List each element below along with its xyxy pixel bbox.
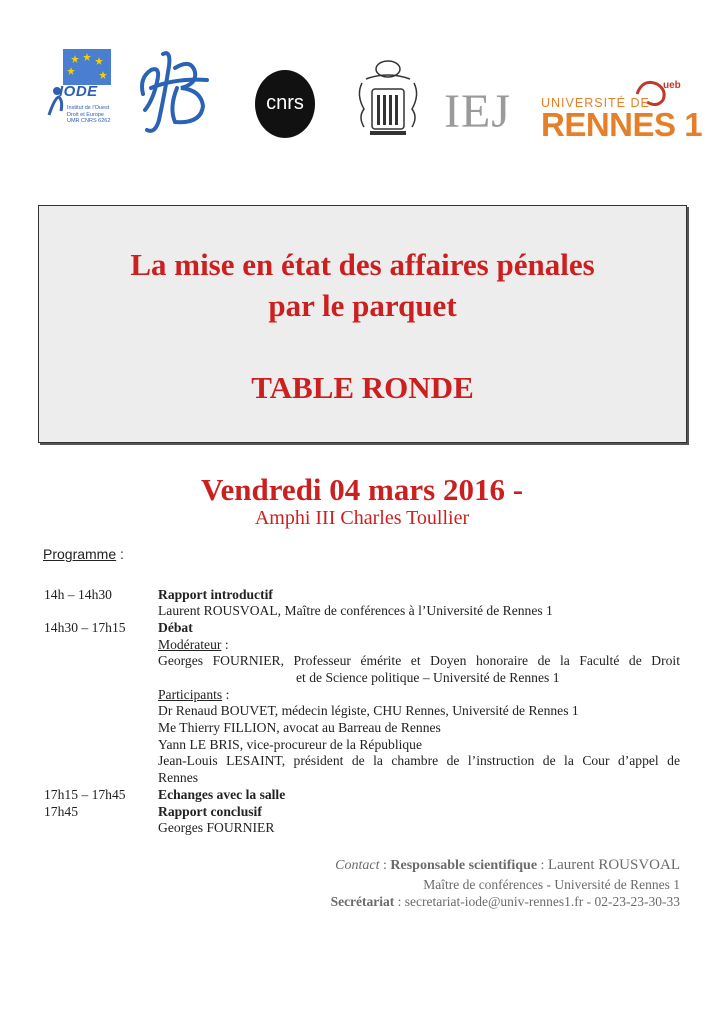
contact-label: Contact [335,858,380,873]
programme-heading [43,546,124,562]
item-title: Rapport introductif [158,587,273,602]
item-title: Echanges avec la salle [158,787,286,802]
contact-position: Maître de conférences - Université de Rennes 1 [423,877,680,892]
item-time: 14h30 – 17h15 [44,620,126,635]
programme-colon: : [116,546,124,562]
moderator-heading: Modérateur : [158,637,229,652]
participant: Jean-Louis LESAINT, président de la chambre de l’instruction de la Cour d’appel de [158,753,680,768]
moderator-text: Georges FOURNIER, Professeur émérite et Doyen honoraire de la Faculté de Droit [158,653,680,668]
ueb-tag: ueb [663,80,681,91]
item-text: Laurent ROUSVOAL, Maître de conférences à l’Université de Rennes 1 [158,603,553,618]
title-table-ronde: TABLE RONDE [251,370,474,405]
secretariat-label: Secrétariat [330,894,395,909]
secretariat-email[interactable]: secretariat-iode@univ-rennes1.fr - 02-23-23-30-33 [404,894,680,909]
item-time: 14h – 14h30 [44,587,112,602]
programme-label: Programme [43,546,117,562]
cnrs-wordmark: cnrs [266,92,304,114]
title-line2: par le parquet [268,288,457,323]
moderator-label: Modérateur [158,637,222,652]
participants-heading: Participants : [158,687,230,702]
iode-wordmark: IODE [59,83,98,100]
iej-logo: IEJ [444,85,511,138]
participant-cont: Rennes [158,770,199,785]
iode-logo [45,45,115,137]
item-text: Georges FOURNIER [158,820,275,835]
title-box [38,205,687,443]
crest-logo [352,55,424,146]
item-title: Rapport conclusif [158,804,262,819]
rennes1-line1: UNIVERSITÉ DE [541,96,650,110]
title-line1: La mise en état des affaires pénales [130,247,595,282]
item-time: 17h15 – 17h45 [44,787,126,802]
iode-subtitle: Institut de l'Ouest Droit et Europe UMR CNRS 6262 [67,105,111,124]
participant: Me Thierry FILLION, avocat au Barreau de Rennes [158,720,441,735]
secretariat-line: Secrétariat : secretariat-iode@univ-rennes1.fr - 02-23-23-30-33 [330,894,680,909]
participants-label: Participants [158,687,223,702]
event-place: Amphi III Charles Toullier [254,507,470,529]
contact-role: Responsable scientifique [390,858,538,873]
moderator-text-cont: et de Science politique – Université de Rennes 1 [296,670,560,685]
ijb-logo [135,48,215,141]
item-time: 17h45 [44,804,78,819]
rennes1-line2: RENNES 1 [541,106,703,143]
item-title: Débat [158,620,193,635]
event-date: Vendredi 04 mars 2016 - [200,472,524,507]
contact-line: Contact : Responsable scientifique : Laurent ROUSVOAL [335,857,680,873]
cnrs-logo [254,69,316,144]
contact-name: Laurent ROUSVOAL [547,857,680,873]
participant: Yann LE BRIS, vice-procureur de la République [158,737,423,752]
rennes1-logo [541,80,703,144]
logo-bar [0,40,724,150]
participant: Dr Renaud BOUVET, médecin légiste, CHU Rennes, Université de Rennes 1 [158,703,579,718]
